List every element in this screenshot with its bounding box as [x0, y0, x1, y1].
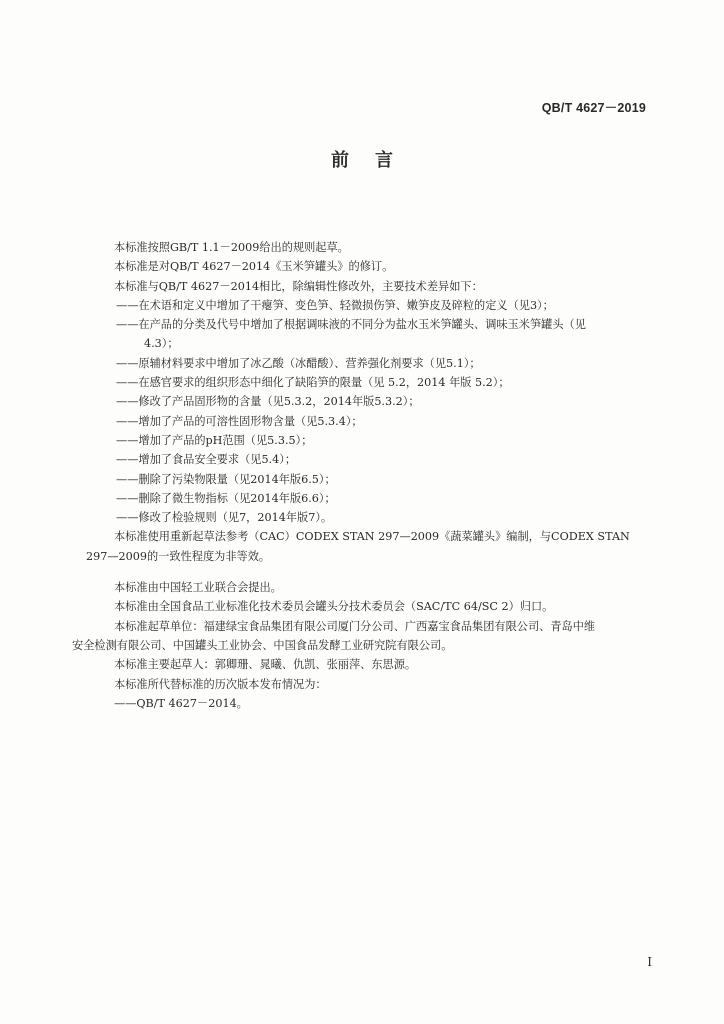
change-item: ——增加了产品的可溶性固形物含量（见5.3.4）； [116, 414, 363, 428]
paragraph-proposer: 本标准由中国轻工业联合会提出。 [114, 581, 282, 595]
page-number: I [647, 955, 652, 969]
paragraph-history-intro: 本标准所代替标准的历次版本发布情况为： [114, 677, 327, 691]
paragraph-drafting-units: 本标准起草单位：福建绿宝食品集团有限公司厦门分公司、广西嘉宝食品集团有限公司、青岛中维 [114, 619, 596, 633]
section-title: 前言 [331, 150, 419, 171]
foreword-body [72, 238, 661, 713]
paragraph-codex-continuation: 297—2009的一致性程度为非等效。 [86, 549, 271, 563]
change-item: ——增加了食品安全要求（见5.4）； [116, 453, 297, 467]
change-item: ——删除了污染物限量（见2014年版6.5）； [116, 472, 336, 486]
paragraph-drafting-units-continuation: 安全检测有限公司、中国罐头工业协会、中国食品发酵工业研究院有限公司。 [72, 638, 453, 652]
change-item: ——修改了产品固形物的含量（见5.3.2，2014年版5.3.2）； [116, 395, 420, 409]
paragraph-technical-committee: 本标准由全国食品工业标准化技术委员会罐头分技术委员会（SAC/TC 64/SC 2）归口。 [114, 600, 554, 614]
paragraph-revision: 本标准是对QB/T 4627－2014《玉米笋罐头》的修订。 [114, 260, 394, 274]
change-item: ——在术语和定义中增加了干瘪笋、变色笋、轻微损伤笋、嫩笋皮及碎粒的定义（见3）； [116, 298, 554, 312]
standard-code: QB/T 4627－2019 [541, 101, 646, 115]
change-item: ——增加了产品的pH范围（见5.3.5）； [116, 433, 313, 447]
change-item: ——修改了检验规则（见7，2014年版7）。 [116, 511, 333, 525]
paragraph-drafters: 本标准主要起草人：郭卿珊、晁曦、仇凯、张丽萍、东思源。 [114, 658, 417, 672]
change-item: ——在感官要求的组织形态中细化了缺陷笋的限量（见 5.2，2014 年版 5.2）； [116, 376, 510, 390]
change-item: ——在产品的分类及代号中增加了根据调味液的不同分为盐水玉米笋罐头、调味玉米笋罐头（见 [116, 318, 586, 332]
paragraph-drafting-rules: 本标准按照GB/T 1.1－2009给出的规则起草。 [114, 241, 349, 254]
paragraph-differences-intro: 本标准与QB/T 4627－2014相比，除编辑性修改外，主要技术差异如下： [114, 279, 483, 293]
paragraph-codex: 本标准使用重新起草法参考（CAC）CODEX STAN 297—2009《蔬菜罐头》编制，与CODEX STAN [114, 530, 630, 544]
change-item: ——原辅材料要求中增加了冰乙酸（冰醋酸）、营养强化剂要求（见5.1）； [116, 356, 481, 370]
change-item-continuation: 4.3）； [144, 337, 179, 351]
history-item: ——QB/T 4627－2014。 [114, 696, 248, 710]
change-item: ——删除了微生物指标（见2014年版6.6）； [116, 491, 336, 505]
